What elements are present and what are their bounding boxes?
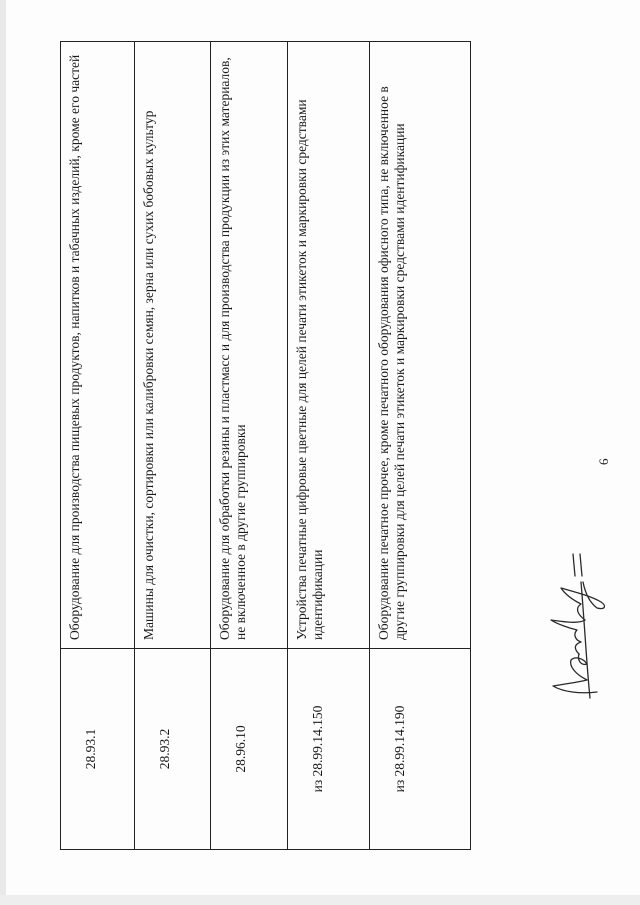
table-row <box>135 42 211 850</box>
description-cell <box>288 42 370 649</box>
code-text: из 28.99.14.190 <box>392 705 407 793</box>
classification-table <box>60 41 471 850</box>
table-row <box>370 42 471 850</box>
description-text: Оборудование для производства пищевых продуктов, напитков и табачных изделий, кроме его частей <box>67 54 82 640</box>
table-row <box>211 42 288 850</box>
code-text: 28.93.1 <box>83 728 98 770</box>
description-cell <box>211 42 288 649</box>
description-text: Оборудование печатное прочее, кроме печатного оборудования офисного типа, не включенное в другие группировки для целей печати этикеток и маркировки средствами идентификации <box>376 86 407 640</box>
code-text: 28.93.2 <box>157 728 172 770</box>
code-cell <box>61 649 135 850</box>
code-text: 28.96.10 <box>233 725 248 773</box>
table-row <box>288 42 370 850</box>
code-text: из 28.99.14.150 <box>310 705 325 793</box>
code-cell <box>211 649 288 850</box>
description-cell <box>370 42 471 649</box>
description-cell <box>61 42 135 649</box>
code-cell <box>288 649 370 850</box>
table-row <box>61 42 135 850</box>
handwritten-signature <box>535 550 610 700</box>
code-cell <box>370 649 471 850</box>
page-number: 6 <box>596 458 611 465</box>
description-text: Машины для очистки, сортировки или калибровки семян, зерна или сухих бобовых культур <box>141 110 156 640</box>
description-text: Оборудование для обработки резины и пластмасс и для производства продукции из этих материалов, не включенное в другие группировки <box>217 57 248 640</box>
description-text: Устройства печатные цифровые цветные для целей печати этикеток и маркировки средствами идентификации <box>294 99 325 640</box>
code-cell <box>135 649 211 850</box>
description-cell <box>135 42 211 649</box>
